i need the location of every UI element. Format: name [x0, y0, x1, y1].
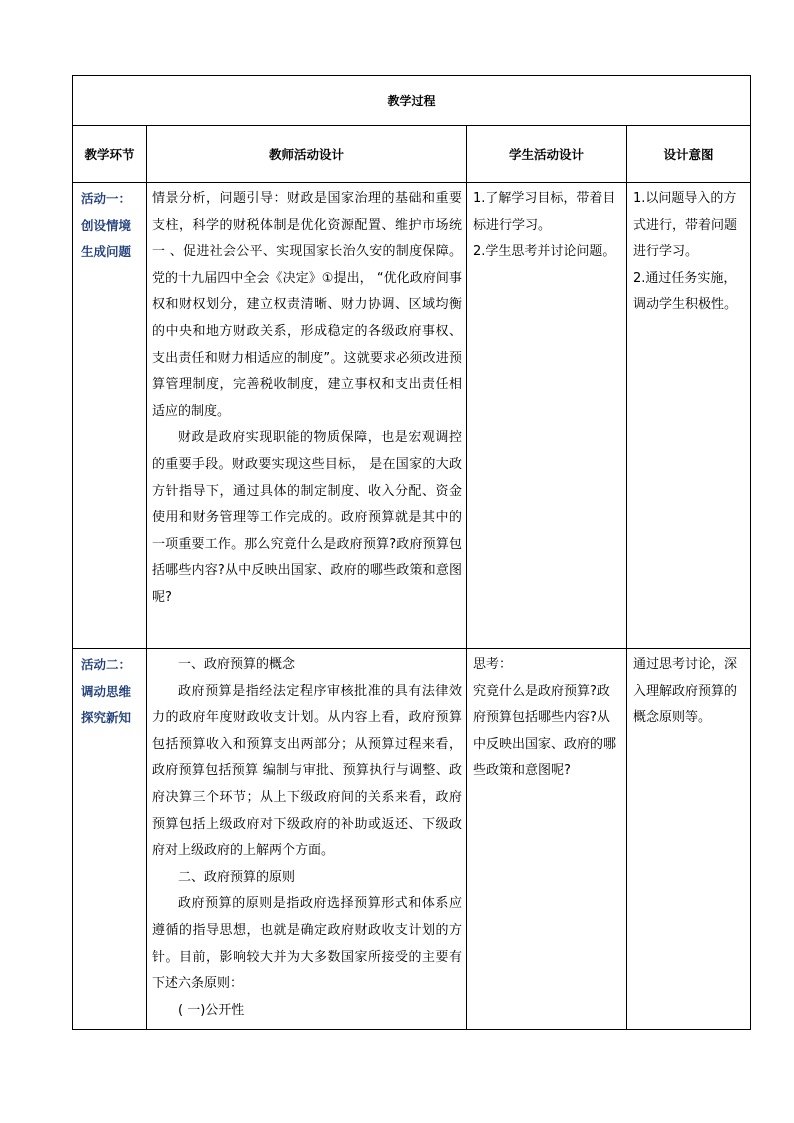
teacher-activity-cell	[147, 649, 467, 1030]
student-item: 究竟什么是政府预算?政府预算包括哪些内容?从中反映出国家、政府的哪些政策和意图呢?	[473, 683, 617, 779]
teacher-paragraph: 情景分析，问题引导：财政是国家治理的基础和重要支柱，科学的财税体制是优化资源配置、维护市场统 一 、促进社会公平、实现国家长治久安的制度保障。党的十九届四中全会《决定》①提出， “优化政府间事权和财权划分，建立权责清晰、财力协调、区域均衡的中央和地方财政关系，形成稳定的各级政府事权、支出责任和财力相适应的制度”。这就要求必须改进预算管理制度，完善税收制度，建立事权和支出责任相适应的制度。	[152, 191, 462, 419]
intent-item: 1.以问题导入的方式进行，带着问题进行学习。	[633, 191, 738, 260]
intent-item: 通过思考讨论，深入理解政府预算的概念原则等。	[633, 657, 738, 726]
table-title-row	[73, 76, 751, 126]
table-row	[73, 649, 751, 1030]
stage-cell	[73, 183, 147, 649]
design-intent-cell	[627, 649, 751, 1030]
teacher-paragraph: ( 一)公开性	[178, 1002, 245, 1018]
stage-cell	[73, 649, 147, 1030]
stage-label: 生成问题	[81, 244, 132, 259]
student-item: 思考：	[473, 657, 513, 672]
stage-label: 活动二：	[81, 657, 132, 672]
teaching-process-table	[72, 75, 751, 1030]
teacher-paragraph: 财政是政府实现职能的物质保障，也是宏观调控的重要手段。财政要实现这些目标， 是在国家的大政方针指导下，通过具体的制定制度、收入分配、资金使用和财务管理等工作完成的。政府预算就是其中的一项重要工作。那么究竟什么是政府预算?政府预算包括哪些内容?从中反映出国家、政府的哪些政策和意图呢?	[152, 430, 462, 605]
teacher-paragraph: 二、政府预算的原则	[178, 869, 296, 885]
table-row	[73, 183, 751, 649]
stage-label: 探究新知	[81, 710, 132, 725]
student-activity-cell	[467, 649, 627, 1030]
header-student: 学生活动设计	[467, 126, 627, 183]
teacher-paragraph: 政府预算的原则是指政府选择预算形式和体系应遵循的指导思想，也就是确定政府财政收支计划的方针。目前，影响较大并为大多数国家所接受的主要有下述六条原则：	[152, 896, 462, 992]
stage-label: 调动思维	[81, 683, 132, 699]
stage-label: 活动一：	[81, 191, 132, 206]
header-teacher: 教师活动设计	[147, 126, 467, 183]
intent-item: 2.通过任务实施，调动学生积极性。	[633, 270, 738, 313]
table-title: 教学过程	[73, 76, 751, 126]
header-intent: 设计意图	[627, 126, 751, 183]
teacher-activity-cell	[147, 183, 467, 649]
student-item: 1.了解学习目标，带着目标进行学习。	[473, 191, 616, 233]
teacher-paragraph: 政府预算是指经法定程序审核批准的具有法律效力的政府年度财政收支计划。从内容上看，政府预算包括预算收入和预算支出两部分；从预算过程来看，政府预算包括预算 编制与审批、预算执行与调整、政府决算三个环节；从上下级政府间的关系来看，政府预算包括上级政府对下级政府的补助或返还、下级政府对上级政府的上解两个方面。	[152, 683, 462, 859]
student-activity-cell	[467, 183, 627, 649]
table-header-row	[73, 126, 751, 183]
header-stage: 教学环节	[73, 126, 147, 183]
student-item: 2.学生思考并讨论问题。	[473, 244, 616, 260]
stage-label: 创设情境	[81, 217, 132, 233]
design-intent-cell	[627, 183, 751, 649]
teacher-paragraph: 一、政府预算的概念	[178, 657, 296, 672]
